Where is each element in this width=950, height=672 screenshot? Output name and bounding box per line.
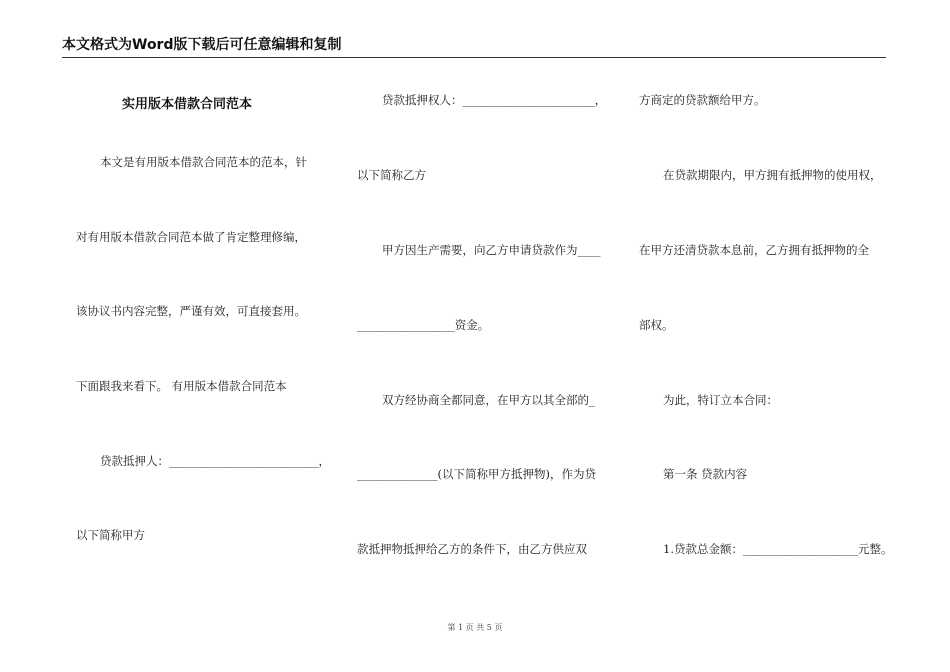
col1-line-6: 以下简称甲方: [76, 528, 145, 542]
page-footer: 第 1 页 共 5 页: [447, 623, 503, 632]
col3-line-6: 第一条 贷款内容: [663, 467, 748, 481]
col2-line-7: 款抵押物抵押给乙方的条件下，由乙方供应双: [357, 542, 587, 556]
col2-line-1: 贷款抵押权人：_______________________，: [382, 93, 607, 107]
col2-line-6: ______________(以下简称甲方抵押物)，作为贷: [357, 467, 596, 481]
col1-line-3: 该协议书内容完整，严谨有效，可直接套用。: [76, 304, 306, 318]
document-title: 实用版本借款合同范本: [122, 97, 253, 112]
col1-line-4: 下面跟我来看下。 有用版本借款合同范本: [76, 379, 287, 393]
col3-line-7: 1.贷款总金额：____________________元整。: [663, 542, 893, 556]
col3-line-3: 在甲方还清贷款本息前，乙方拥有抵押物的全: [639, 243, 869, 257]
col2-line-3: 甲方因生产需要，向乙方申请贷款作为____: [382, 243, 601, 257]
page-header: 本文格式为Word版下载后可任意编辑和复制: [62, 34, 886, 58]
col2-line-4: _________________资金。: [357, 318, 490, 332]
col3-line-1: 方商定的贷款额给甲方。: [639, 93, 766, 107]
col2-line-5: 双方经协商全都同意，在甲方以其全部的_: [382, 393, 595, 407]
col3-line-4: 部权。: [639, 318, 674, 332]
col1-line-2: 对有用版本借款合同范本做了肯定整理修编，: [76, 230, 306, 244]
col3-line-2: 在贷款期限内，甲方拥有抵押物的使用权，: [663, 168, 882, 182]
col3-line-5: 为此，特订立本合同：: [663, 393, 778, 407]
col1-line-1: 本文是有用版本借款合同范本的范本，针: [100, 155, 307, 169]
col1-line-5: 贷款抵押人：__________________________，: [100, 454, 330, 468]
col2-line-2: 以下简称乙方: [357, 168, 426, 182]
